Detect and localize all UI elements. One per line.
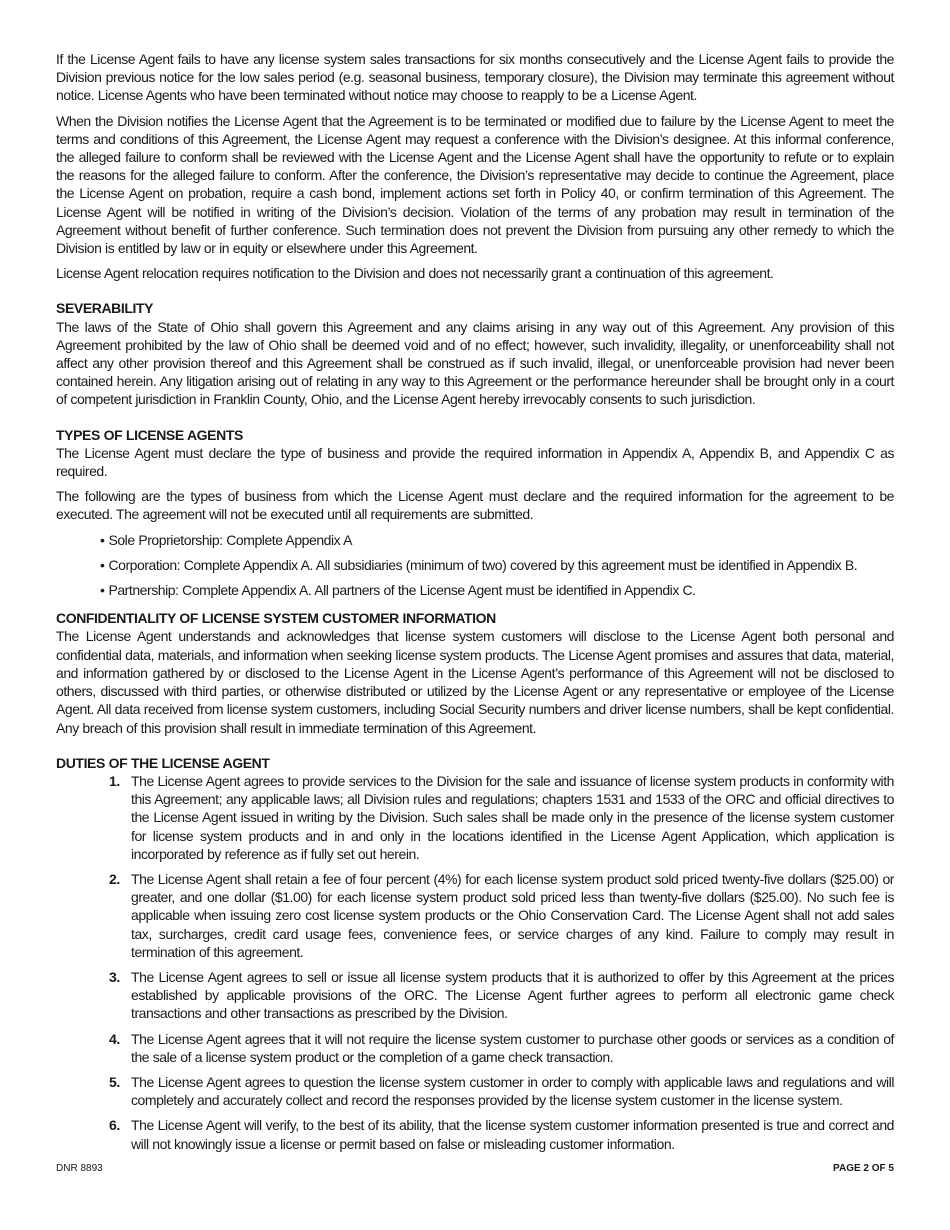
severability-paragraph: The laws of the State of Ohio shall govern this Agreement and any claims arising in any way out of this Agreement. Any provision of this Agreement prohibited by the law of Ohio shall be deemed void and of no effect; however, such invalidity, illegality, or unenforceability shall not affect any other provision thereof and this Agreement shall be construed as if such invalid, illegal, or unenforceable provision had never been contained herein. Any litigation arising out of relating in any way to this Agreement or the performance hereunder shall be brought only in a court of competent jurisdiction in Franklin County, Ohio, and the License Agent hereby irrevocably consents to such jurisdiction. bbox=[56, 318, 894, 408]
types-heading: TYPES OF LICENSE AGENTS bbox=[56, 426, 243, 443]
list-item bbox=[109, 772, 894, 863]
bullet-icon: • bbox=[100, 556, 105, 573]
list-item bbox=[109, 1116, 894, 1152]
list-item-text: The License Agent agrees that it will not require the license system customer to purchase other goods or services as a condition of the sale of a license system product or the completion of a game check transaction. bbox=[131, 1030, 894, 1065]
item-number: 3. bbox=[109, 968, 120, 985]
list-item bbox=[109, 870, 894, 961]
confidentiality-section bbox=[56, 609, 894, 736]
intro-paragraph-3: License Agent relocation requires notification to the Division and does not necessarily grant a continuation of this agreement. bbox=[56, 265, 774, 282]
list-item bbox=[100, 531, 894, 549]
list-item bbox=[100, 581, 894, 599]
list-item bbox=[109, 968, 894, 1023]
types-paragraph-2: The following are the types of business from which the License Agent must declare and the required information for the agreement to be executed. The agreement will not be executed until all requirements are submitted. bbox=[56, 488, 894, 523]
list-item-text: The License Agent shall retain a fee of four percent (4%) for each license system product sold priced twenty-five dollars ($25.00) or greater, and one dollar ($1.00) for each license system product sold priced less than twenty-five dollars ($25.00). No such fee is applicable when issuing zero cost license system products or the Ohio Conservation Card. The License Agent shall not add sales tax, surcharges, credit card usage fees, convenience fees, or service charges of any kind. Failure to comply may result in termination of this agreement. bbox=[131, 870, 894, 960]
item-number: 2. bbox=[109, 870, 120, 887]
form-id: DNR 8893 bbox=[56, 1163, 103, 1174]
list-item-text: The License Agent agrees to question the license system customer in order to comply with applicable laws and regulations and will completely and accurately collect and record the responses provided by the license system customer in the license system. bbox=[131, 1073, 894, 1109]
duties-heading: DUTIES OF THE LICENSE AGENT bbox=[56, 754, 270, 771]
list-item-text: The License Agent agrees to provide services to the Division for the sale and issuance of license system products in conformity with this Agreement; any applicable laws; all Division rules and regulations; chapters 1531 and 1533 of the ORC and official directives to the License Agent issued in writing by the Division. Such sales shall be made only in the presence of the license system customer for license system products and in and only in the locations identified in the License Agent Application, which application is incorporated by reference as if fully set out herein. bbox=[131, 772, 894, 862]
list-item bbox=[100, 556, 894, 574]
list-item bbox=[109, 1073, 894, 1109]
item-number: 1. bbox=[109, 772, 120, 789]
item-number: 4. bbox=[109, 1030, 120, 1047]
document-body bbox=[56, 50, 894, 1160]
severability-heading: SEVERABILITY bbox=[56, 300, 154, 317]
list-item bbox=[109, 1030, 894, 1066]
list-item-text: The License Agent agrees to sell or issue all license system products that it is authorized to offer by this Agreement at the prices established by applicable provisions of the ORC. The License Agent further agrees to perform all electronic game check transactions and other transactions as prescribed by the Division. bbox=[131, 968, 894, 1022]
types-paragraph-1: The License Agent must declare the type of business and provide the required information in Appendix A, Appendix B, and Appendix C as required. bbox=[56, 444, 894, 480]
intro-paragraph-2: When the Division notifies the License Agent that the Agreement is to be terminated or modified due to failure by the License Agent to meet the terms and conditions of this Agreement, the License Agent may request a conference with the Division’s designee. At this informal conference, the alleged failure to conform shall be reviewed with the License Agent and the License Agent shall have the opportunity to refute or to explain the reasons for the alleged failure to conform. After the conference, the Division’s representative may decide to continue the Agreement, place the License Agent on probation, require a cash bond, implement actions set forth in Policy 40, or confirm termination of this Agreement. The License Agent will be notified in writing of the Division’s decision. Violation of the terms of any probation may result in termination of the Agreement without benefit of further conference. Such termination does not prevent the Division from pursuing any other remedy to which the Division is entitled by law or in equity or elsewhere under this Agreement. bbox=[56, 112, 894, 257]
page-number: PAGE 2 OF 5 bbox=[833, 1163, 894, 1174]
list-item-text: Sole Proprietorship: Complete Appendix A bbox=[108, 531, 352, 548]
confidentiality-paragraph: The License Agent understands and acknowledges that license system customers will disclose to the License Agent both personal and confidential data, materials, and information when seeking license system products. The License Agent promises and assures that data, material, and information gathered by or disclosed to the License Agent in the License Agent’s performance of this Agreement will not be disclosed to others, discussed with third parties, or otherwise distributed or utilized by the License Agent or any representative or employee of the License Agent. All data received from license system customers, including Social Security numbers and driver license numbers, shall be kept confidential. Any breach of this provision shall result in immediate termination of this Agreement. bbox=[56, 628, 894, 736]
business-type-list bbox=[56, 531, 894, 600]
item-number: 5. bbox=[109, 1073, 120, 1090]
duties-section bbox=[56, 754, 894, 1153]
list-item-text: The License Agent will verify, to the best of its ability, that the license system customer information presented is true and correct and will not knowingly issue a license or permit based on false or misleading customer information. bbox=[131, 1117, 894, 1152]
intro-paragraph-1: If the License Agent fails to have any license system sales transactions for six months consecutively and the License Agent fails to provide the Division previous notice for the low sales period (e.g. seasonal business, temporary closure), the Division may terminate this agreement without notice. License Agents who have been terminated without notice may choose to reapply to be a License Agent. bbox=[56, 51, 894, 104]
confidentiality-heading: CONFIDENTIALITY OF LICENSE SYSTEM CUSTOMER INFORMATION bbox=[56, 610, 496, 627]
item-number: 6. bbox=[109, 1117, 120, 1134]
list-item-text: Corporation: Complete Appendix A. All subsidiaries (minimum of two) covered by this agreement must be identified in Appendix B. bbox=[108, 556, 858, 573]
types-section bbox=[56, 426, 894, 600]
list-item-text: Partnership: Complete Appendix A. All partners of the License Agent must be identified in Appendix C. bbox=[108, 582, 696, 599]
bullet-icon: • bbox=[100, 582, 105, 599]
duties-list bbox=[56, 772, 894, 1153]
severability-section bbox=[56, 299, 894, 408]
bullet-icon: • bbox=[100, 531, 105, 548]
